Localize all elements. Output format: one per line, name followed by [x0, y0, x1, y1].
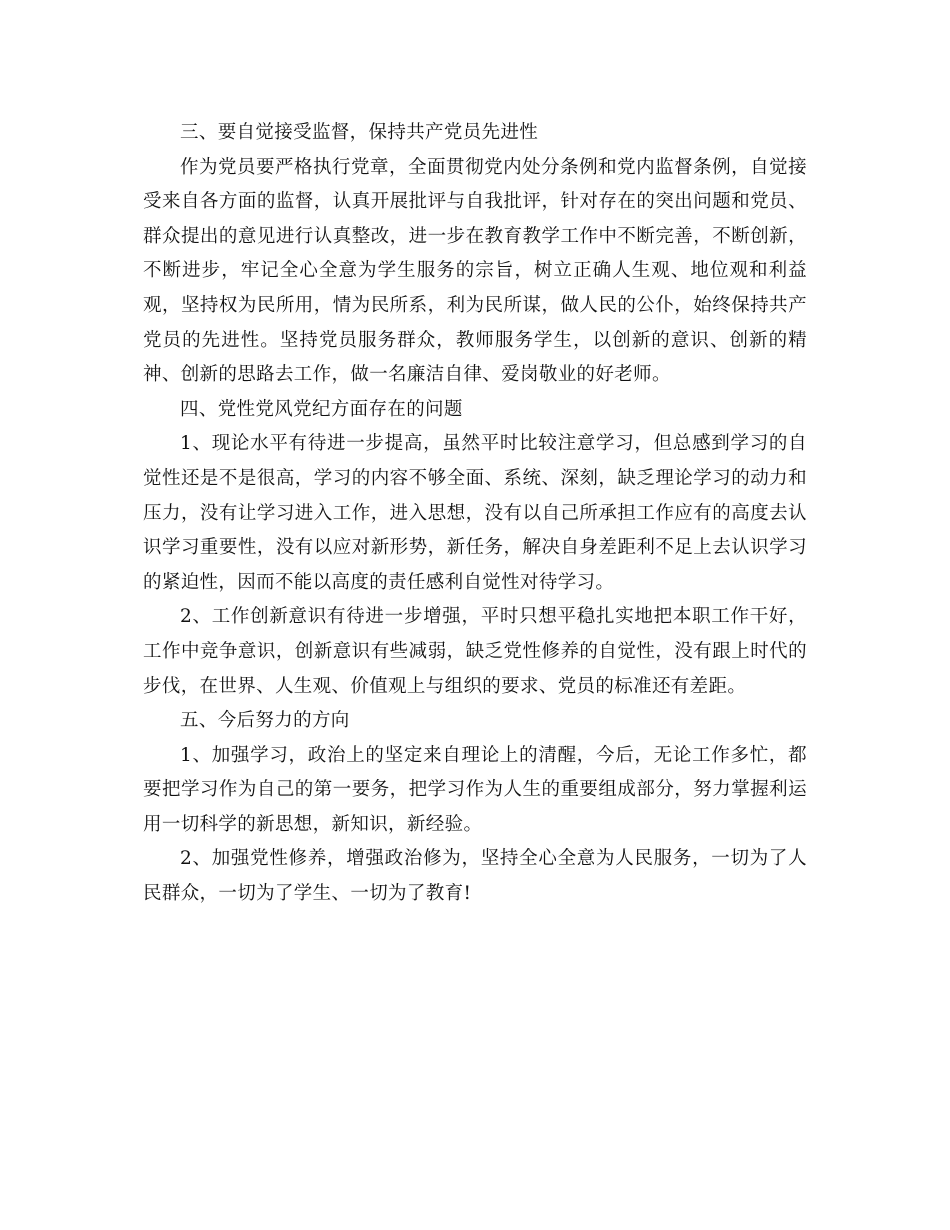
paragraph-problem-2: 2、工作创新意识有待进一步增强，平时只想平稳扎实地把本职工作干好，工作中竞争意识，创新意识有些减弱，缺乏党性修养的自觉性，没有跟上时代的步伐，在世界、人生观、价值观上与组织的要求、党员的标准还有差距。	[143, 606, 807, 697]
section-heading-3: 三、要自觉接受监督，保持共产党员先进性	[180, 122, 539, 143]
section-heading-5: 五、今后努力的方向	[180, 710, 350, 732]
document-body	[143, 116, 807, 912]
paragraph-direction-1: 1、加强学习，政治上的坚定来自理论上的清醒，今后，无论工作多忙，都要把学习作为自己的第一要务，把学习作为人生的重要组成部分，努力掌握利运用一切科学的新思想，新知识，新经验。	[143, 744, 807, 835]
paragraph-problem-1: 1、现论水平有待进一步提高，虽然平时比较注意学习，但总感到学习的自觉性还是不是很高，学习的内容不够全面、系统、深刻，缺乏理论学习的动力和压力，没有让学习进入工作，进入思想，没有以自己所承担工作应有的高度去认识学习重要性，没有以应对新形势，新任务，解决自身差距利不足上去认识学习的紧迫性，因而不能以高度的责任感利自觉性对待学习。	[143, 433, 807, 593]
paragraph-direction-2: 2、加强党性修养，增强政治修为，坚持全心全意为人民服务，一切为了人民群众，一切为了学生、一切为了教育!	[143, 848, 807, 905]
section-heading-4: 四、党性党风党纪方面存在的问题	[180, 398, 463, 420]
paragraph-supervision: 作为党员要严格执行党章，全面贯彻党内处分条例和党内监督条例，自觉接受来自各方面的监督，认真开展批评与自我批评，针对存在的突出问题和党员、群众提出的意见进行认真整改，进一步在教育教学工作中不断完善，不断创新，不断进步，牢记全心全意为学生服务的宗旨，树立正确人生观、地位观和利益观，坚持权为民所用，情为民所系，利为民所谋，做人民的公仆，始终保持共产党员的先进性。坚持党员服务群众，教师服务学生，以创新的意识、创新的精神、创新的思路去工作，做一名廉洁自律、爱岗敬业的好老师。	[143, 156, 807, 386]
